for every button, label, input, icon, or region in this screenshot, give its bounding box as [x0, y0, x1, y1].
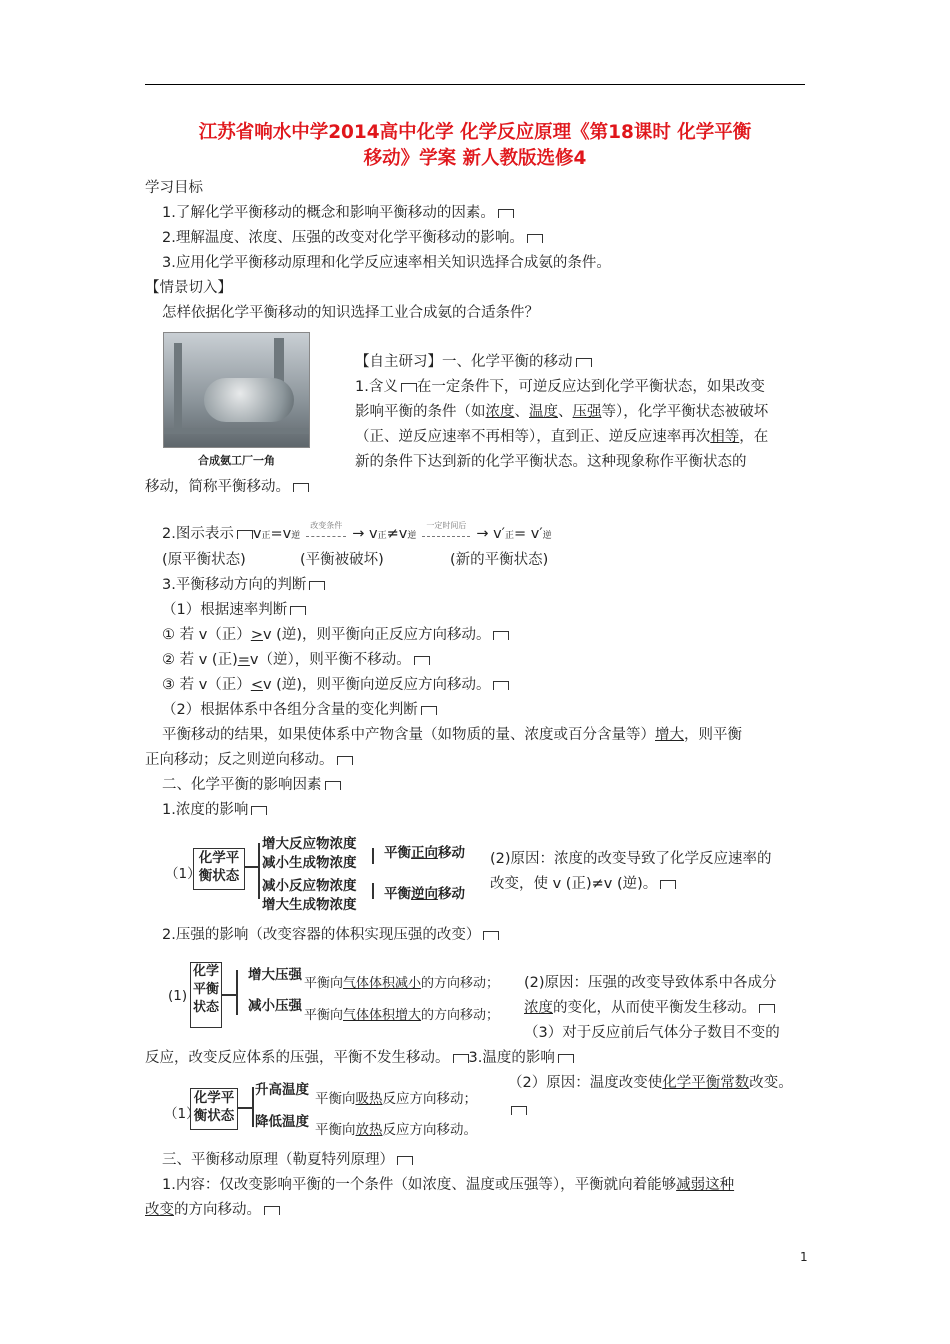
diagram1-box: 化学平衡状态: [193, 848, 245, 890]
diagram1-item-1: 增大反应物浓度: [262, 836, 357, 852]
pressure-heading: 2.压强的影响（改变容器的体积实现压强的改变）: [162, 925, 499, 945]
scene-heading: 【情景切入】: [145, 280, 232, 296]
rate-rule-1: ① 若 v（正）>v (逆)，则平衡向正反应方向移动。: [162, 625, 509, 645]
return-mark-icon: [493, 631, 509, 640]
goal-3: 3.应用化学平衡移动原理和化学反应速率相关知识选择合成氨的条件。: [162, 255, 611, 271]
section2-heading: 二、化学平衡的影响因素: [162, 775, 341, 795]
concentration-reason-2: 改变，使 v (正)≠v (逆)。: [490, 874, 676, 894]
factory-photo: [163, 332, 310, 448]
goal-2: 2.理解温度、浓度、压强的改变对化学平衡移动的影响。: [162, 228, 543, 248]
diagram2-item-2: 减小压强: [248, 998, 302, 1014]
return-mark-icon: [421, 706, 437, 715]
return-mark-icon: [660, 880, 676, 889]
concentration-heading: 1.浓度的影响: [162, 800, 267, 820]
diagram3-box: 化学平衡状态: [190, 1088, 238, 1130]
goal-1: 1.了解化学平衡移动的概念和影响平衡移动的因素。: [162, 203, 514, 223]
return-mark-icon: [511, 1106, 527, 1115]
return-mark-icon: [453, 1054, 469, 1063]
diagram1-item-3: 减小反应物浓度: [262, 878, 357, 894]
composition-line1: 平衡移动的结果，如果使体系中产物含量（如物质的量、浓度或百分含量等）增大，则平衡: [162, 727, 742, 743]
pressure-reason-2: 浓度的变化，从而使平衡发生移动。: [524, 998, 775, 1018]
return-mark-icon: [251, 806, 267, 815]
return-mark-icon: [527, 234, 543, 243]
return-mark-icon: [576, 358, 592, 367]
return-mark-icon: [264, 1206, 280, 1215]
pressure-note-1: （3）对于反应前后气体分子数目不变的: [524, 1025, 780, 1041]
composition-heading: （2）根据体系中各组分含量的变化判断: [162, 700, 437, 720]
temperature-reason-mark: [508, 1100, 527, 1120]
return-mark-icon: [759, 1004, 775, 1013]
diagram2-result-1: 平衡向气体体积减小的方向移动；: [304, 976, 500, 991]
return-mark-icon: [309, 581, 325, 590]
principle-line2: 改变的方向移动。: [145, 1200, 280, 1220]
return-mark-icon: [237, 530, 253, 539]
diagram3-result-2: 平衡向放热反应方向移动。: [315, 1122, 477, 1138]
diagram2-number: (1): [168, 988, 188, 1004]
return-mark-icon: [293, 483, 309, 492]
return-mark-icon: [397, 1156, 413, 1165]
return-mark-icon: [401, 383, 417, 392]
diagram2-result-2: 平衡向气体体积增大的方向移动；: [304, 1008, 500, 1023]
pressure-reason-1: (2)原因：压强的改变导致体系中各成分: [524, 975, 777, 991]
scene-question: 怎样依据化学平衡移动的知识选择工业合成氨的合适条件？: [162, 305, 539, 321]
definition-line4: 新的条件下达到新的化学平衡状态。这种现象称作平衡状态的: [355, 454, 747, 470]
rate-rule-3: ③ 若 v（正）<v (逆)，则平衡向逆反应方向移动。: [162, 675, 509, 695]
figure-label-1: (原平衡状态): [162, 552, 246, 568]
return-mark-icon: [498, 209, 514, 218]
figure-label-2: (平衡被破坏): [300, 552, 384, 568]
return-mark-icon: [414, 656, 430, 665]
return-mark-icon: [558, 1054, 574, 1063]
page-title: 江苏省响水中学2014高中化学 化学反应原理《第18课时 化学平衡 移动》学案 新人教版选修4: [198, 122, 752, 169]
photo-caption: 合成氨工厂一角: [198, 454, 275, 467]
principle-line1: 1.内容：仅改变影响平衡的一个条件（如浓度、温度或压强等），平衡就向着能够减弱这种: [162, 1177, 735, 1193]
diagram1-result-2: 平衡逆向移动: [384, 886, 465, 902]
definition-line2: 影响平衡的条件（如浓度、温度、压强等），化学平衡状态被破坏: [355, 404, 769, 420]
temperature-reason: （2）原因：温度改变使化学平衡常数改变。: [508, 1075, 793, 1091]
definition-line5: 移动，简称平衡移动。: [145, 477, 309, 497]
arrow-condition-change: 改变条件: [306, 516, 346, 537]
concentration-reason-1: (2)原因：浓度的改变导致了化学反应速率的: [490, 851, 772, 867]
header-rule: [145, 84, 805, 85]
rate-rule-2: ② 若 v (正)=v（逆），则平衡不移动。: [162, 650, 430, 670]
diagram1-number: （1）: [165, 866, 201, 882]
diagram1-item-2: 减小生成物浓度: [262, 855, 357, 871]
section3-heading: 三、平衡移动原理（勒夏特列原理）: [162, 1150, 413, 1170]
return-mark-icon: [290, 606, 306, 615]
arrow-time-elapsed: 一定时间后: [422, 516, 470, 537]
rate-heading: （1）根据速率判断: [162, 600, 306, 620]
figure-label-3: (新的平衡状态): [450, 552, 549, 568]
definition-line3: （正、逆反应速率不再相等），直到正、逆反应速率再次相等，在: [355, 429, 769, 445]
diagram2-item-1: 增大压强: [248, 967, 302, 983]
return-mark-icon: [337, 756, 353, 765]
direction-heading: 3.平衡移动方向的判断: [162, 575, 325, 595]
diagram3-number: （1）: [164, 1106, 200, 1122]
diagram3-item-1: 升高温度: [255, 1082, 309, 1098]
diagram1-item-4: 增大生成物浓度: [262, 897, 357, 913]
composition-line2: 正向移动；反之则逆向移动。: [145, 750, 353, 770]
return-mark-icon: [483, 931, 499, 940]
return-mark-icon: [325, 781, 341, 790]
goals-heading: 学习目标: [145, 180, 203, 196]
diagram2-box: 化学平衡状态: [190, 962, 222, 1028]
diagram3-result-1: 平衡向吸热反应方向移动；: [315, 1091, 477, 1107]
return-mark-icon: [493, 681, 509, 690]
definition-line1: 1.含义 在一定条件下，可逆反应达到化学平衡状态，如果改变: [355, 379, 765, 395]
pressure-note-2: 反应，改变反应体系的压强，平衡不发生移动。 3.温度的影响: [145, 1048, 574, 1068]
diagram1-result-1: 平衡正向移动: [384, 845, 465, 861]
section1-heading: 【自主研习】一、化学平衡的移动: [355, 352, 592, 372]
page-number: 1: [800, 1250, 808, 1264]
diagram3-item-2: 降低温度: [255, 1114, 309, 1130]
figure-expression: 2.图示表示 v正=v逆改变条件→ v正≠v逆一定时间后→ v′正= v′逆: [162, 516, 552, 546]
